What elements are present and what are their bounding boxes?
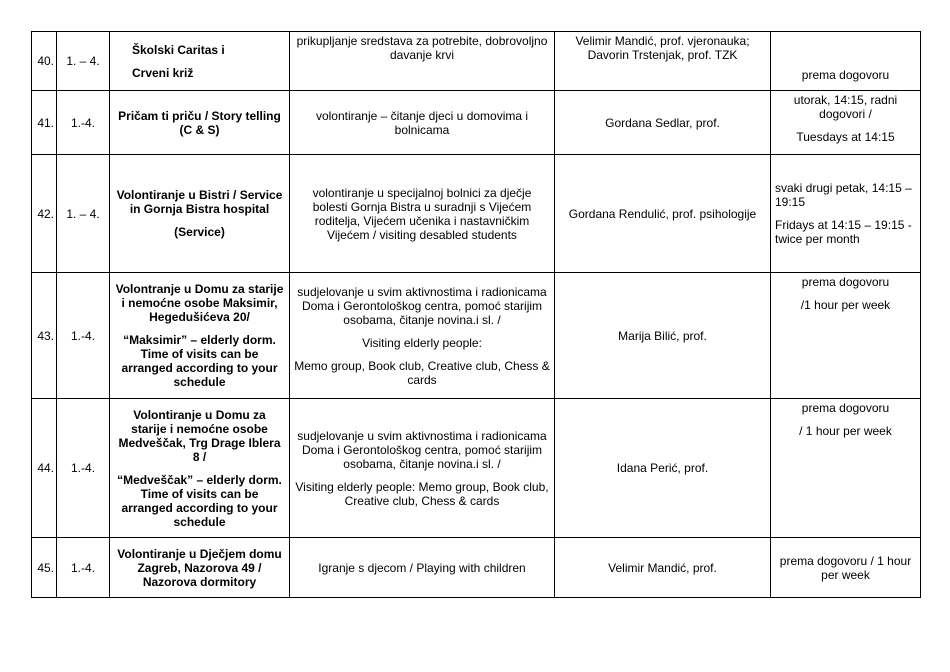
row-description: [290, 273, 555, 399]
table-row: [32, 538, 921, 598]
row-activity: [110, 155, 290, 273]
row-number: 45.: [32, 538, 57, 598]
time-line: prema dogovoru / 1 hour per week: [779, 553, 912, 582]
row-teacher: Gordana Rendulić, prof. psihologije: [555, 155, 771, 273]
row-number: 40.: [32, 32, 57, 91]
row-description: [290, 91, 555, 155]
row-grades: 1.-4.: [57, 538, 110, 598]
row-grades: 1. – 4.: [57, 155, 110, 273]
row-activity: [110, 273, 290, 399]
row-grades: 1.-4.: [57, 399, 110, 538]
table-row: [32, 399, 921, 538]
table-row: [32, 32, 921, 91]
row-number: 42.: [32, 155, 57, 273]
activity-line: “Medveščak” – elderly dorm. Time of visits can be arranged according to your schedule: [117, 472, 282, 529]
description-line: Visiting elderly people: Memo group, Book club, Creative club, Chess & cards: [295, 479, 549, 508]
time-line: /1 hour per week: [800, 298, 891, 312]
row-activity: [110, 399, 290, 538]
row-grades: 1. – 4.: [57, 32, 110, 91]
row-activity: [110, 538, 290, 598]
description-line: volontiranje – čitanje djeci u domovima i bolnicama: [315, 108, 529, 137]
row-description: [290, 399, 555, 538]
row-time: [771, 32, 921, 91]
activity-line: “Maksimir” – elderly dorm. Time of visits can be arranged according to your schedule: [121, 333, 278, 389]
activity-line: Volontranje u Domu za starije i nemoćne osobe Maksimir, Hegedušićeva 20/: [115, 282, 284, 324]
row-number: 44.: [32, 399, 57, 538]
description-line: prikupljanje sredstava za potrebite, dobrovoljno davanje krvi: [296, 34, 548, 62]
activity-line: Volontiranje u Bistri / Service in Gornja Bistra hospital: [116, 188, 283, 216]
description-line: Visiting elderly people:: [362, 335, 482, 350]
time-line: prema dogovoru: [801, 275, 890, 289]
time-line: utorak, 14:15, radni dogovori /: [793, 93, 898, 121]
row-grades: 1.-4.: [57, 273, 110, 399]
row-description: [290, 538, 555, 598]
activity-line: Volontiranje u Dječjem domu Zagreb, Nazorova 49 / Nazorova dormitory: [117, 546, 282, 589]
time-line: prema dogovoru: [801, 68, 890, 82]
row-teacher: Velimir Mandić, prof.: [555, 538, 771, 598]
row-teacher: Velimir Mandić, prof. vjeronauka; Davorin Trstenjak, prof. TZK: [555, 32, 771, 91]
row-time: [771, 273, 921, 399]
row-teacher: Gordana Sedlar, prof.: [555, 91, 771, 155]
row-time: [771, 538, 921, 598]
table-row: [32, 273, 921, 399]
time-line: svaki drugi petak, 14:15 – 19:15: [775, 181, 912, 209]
activities-table: [31, 31, 921, 598]
row-description: [290, 155, 555, 273]
row-number: 41.: [32, 91, 57, 155]
row-description: [290, 32, 555, 91]
description-line: Igranje s djecom / Playing with children: [318, 560, 526, 575]
time-line: / 1 hour per week: [799, 424, 892, 438]
description-line: volontiranje u specijalnoj bolnici za dječje bolesti Gornja Bistra u suradnji s Vijećem roditelja, Vijećem učenika i nastavničkim Vijećem / visiting desabled students: [312, 185, 532, 242]
time-line: Fridays at 14:15 – 19:15 - twice per month: [775, 218, 912, 246]
row-time: [771, 399, 921, 538]
row-time: [771, 91, 921, 155]
row-teacher: Marija Bilić, prof.: [555, 273, 771, 399]
time-line: Tuesdays at 14:15: [796, 130, 895, 144]
activity-line: Crveni križ: [132, 65, 194, 80]
activity-line: Volontiranje u Domu za starije i nemoćne osobe Medveščak, Trg Drage Iblera 8 /: [118, 407, 281, 464]
activity-line: (Service): [174, 225, 225, 239]
description-line: sudjelovanje u svim aktivnostima i radionicama Doma i Gerontološkog centra, pomoć starijim osobama, čitanje novina.i sl. /: [297, 428, 547, 471]
row-time: [771, 155, 921, 273]
description-line: Memo group, Book club, Creative club, Chess & cards: [294, 358, 550, 387]
activity-line: Školski Caritas i: [132, 42, 225, 57]
row-number: 43.: [32, 273, 57, 399]
row-teacher: Idana Perić, prof.: [555, 399, 771, 538]
row-activity: [110, 91, 290, 155]
description-line: sudjelovanje u svim aktivnostima i radionicama Doma i Gerontološkog centra, pomoć starijim osobama, čitanje novina.i sl. /: [297, 284, 547, 327]
row-grades: 1.-4.: [57, 91, 110, 155]
table-row: [32, 91, 921, 155]
table-row: [32, 155, 921, 273]
time-line: prema dogovoru: [801, 401, 890, 415]
row-activity: [110, 32, 290, 91]
activity-line: Pričam ti priču / Story telling (C & S): [118, 108, 281, 137]
